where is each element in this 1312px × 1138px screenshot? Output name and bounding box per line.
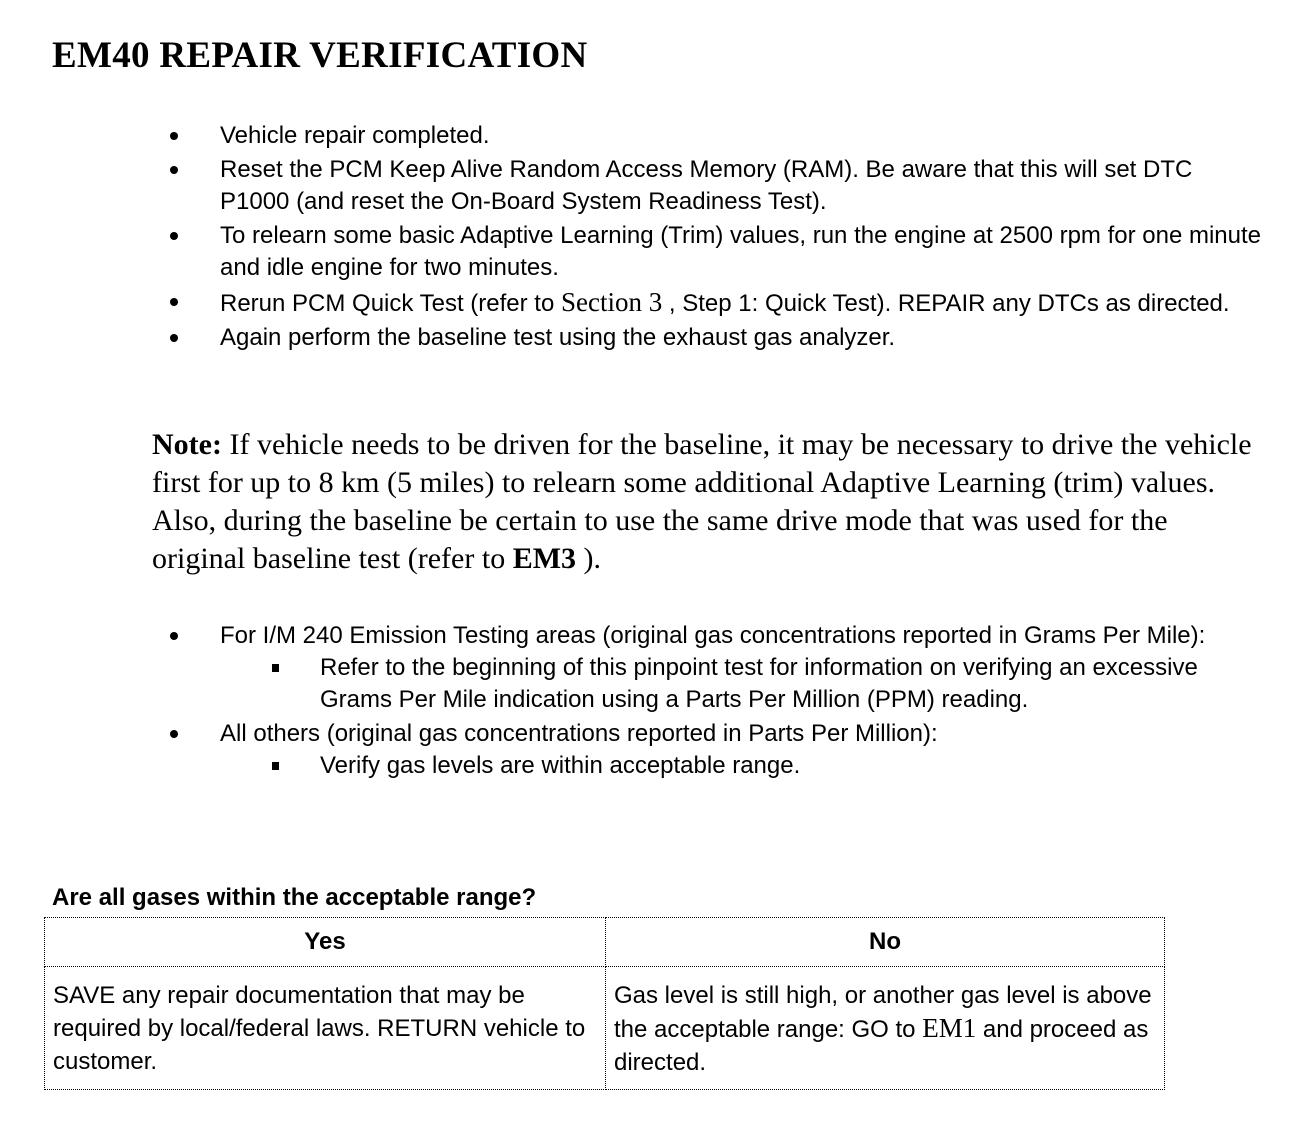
list-item [174,220,1264,284]
sub-text: Verify gas levels are within acceptable range. [320,752,801,779]
sub-text: Refer to the beginning of this pinpoint test for information on verifying an excessive Grams Per Mile indication using a Parts Per Million (PPM) reading. [320,654,1198,713]
no-cell [606,967,1165,1090]
list-item [174,322,1264,354]
page-title: EM40 REPAIR VERIFICATION [52,35,588,76]
note-paragraph [152,426,1252,578]
question-heading: Are all gases within the acceptable range? [52,884,537,911]
bullet-icon [170,298,178,306]
note-label: Note: [152,428,222,461]
yes-header: Yes [45,918,606,967]
em1-link[interactable]: EM1 [922,1013,977,1043]
step-text: Reset the PCM Keep Alive Random Access Memory (RAM). Be aware that this will set DTC P1000 (and reset the On-Board System Readiness Test). [220,156,1193,215]
step-text: , Step 1: Quick Test). REPAIR any DTCs as directed. [662,290,1230,317]
step-text: To relearn some basic Adaptive Learning (Trim) values, run the engine at 2500 rpm for one minute and idle engine for two minutes. [220,222,1261,281]
bullet-icon [170,730,178,738]
step-text: Vehicle repair completed. [220,122,490,149]
sub-list-item [266,652,1264,716]
note-end: ). [576,542,602,575]
square-bullet-icon [272,762,279,770]
section-3-link[interactable]: Section 3 [561,287,663,317]
table-header-row [45,918,1165,967]
yes-cell: SAVE any repair documentation that may be required by local/federal laws. RETURN vehicle to customer. [45,967,606,1090]
list-item [174,718,1264,782]
list-item [174,620,1264,716]
step-text: Again perform the baseline test using the exhaust gas analyzer. [220,324,896,351]
bullet-icon [170,632,178,640]
step-text: Rerun PCM Quick Test (refer to [220,290,561,317]
bullet-icon [170,334,178,342]
area-text: All others (original gas concentrations reported in Parts Per Million): [220,720,938,747]
bullet-icon [170,132,178,140]
bullet-icon [170,232,178,240]
list-item [174,154,1264,218]
sub-list [220,652,1264,716]
note-text: If vehicle needs to be driven for the baseline, it may be necessary to drive the vehicle first for up to 8 km (5 miles) to relearn some additional Adaptive Learning (trim) values. Also, during the baseline be certain to use the same drive mode that was used for the original baseline test (refer to [152,428,1252,575]
table-row [45,967,1165,1090]
no-text: Gas level is still high, or another gas level is above the acceptable range: GO to [614,982,1152,1043]
square-bullet-icon [272,664,279,672]
repair-steps-list [174,120,1264,356]
testing-areas-list [174,620,1264,784]
list-item [174,120,1264,152]
sub-list [220,750,1264,782]
sub-list-item [266,750,1264,782]
outcome-table [44,917,1165,1090]
no-header: No [606,918,1165,967]
list-item [174,286,1264,320]
no-text-end: and proceed as directed. [614,1016,1149,1076]
em3-link[interactable]: EM3 [512,542,577,575]
area-text: For I/M 240 Emission Testing areas (original gas concentrations reported in Grams Per Mile): [220,622,1206,649]
bullet-icon [170,166,178,174]
